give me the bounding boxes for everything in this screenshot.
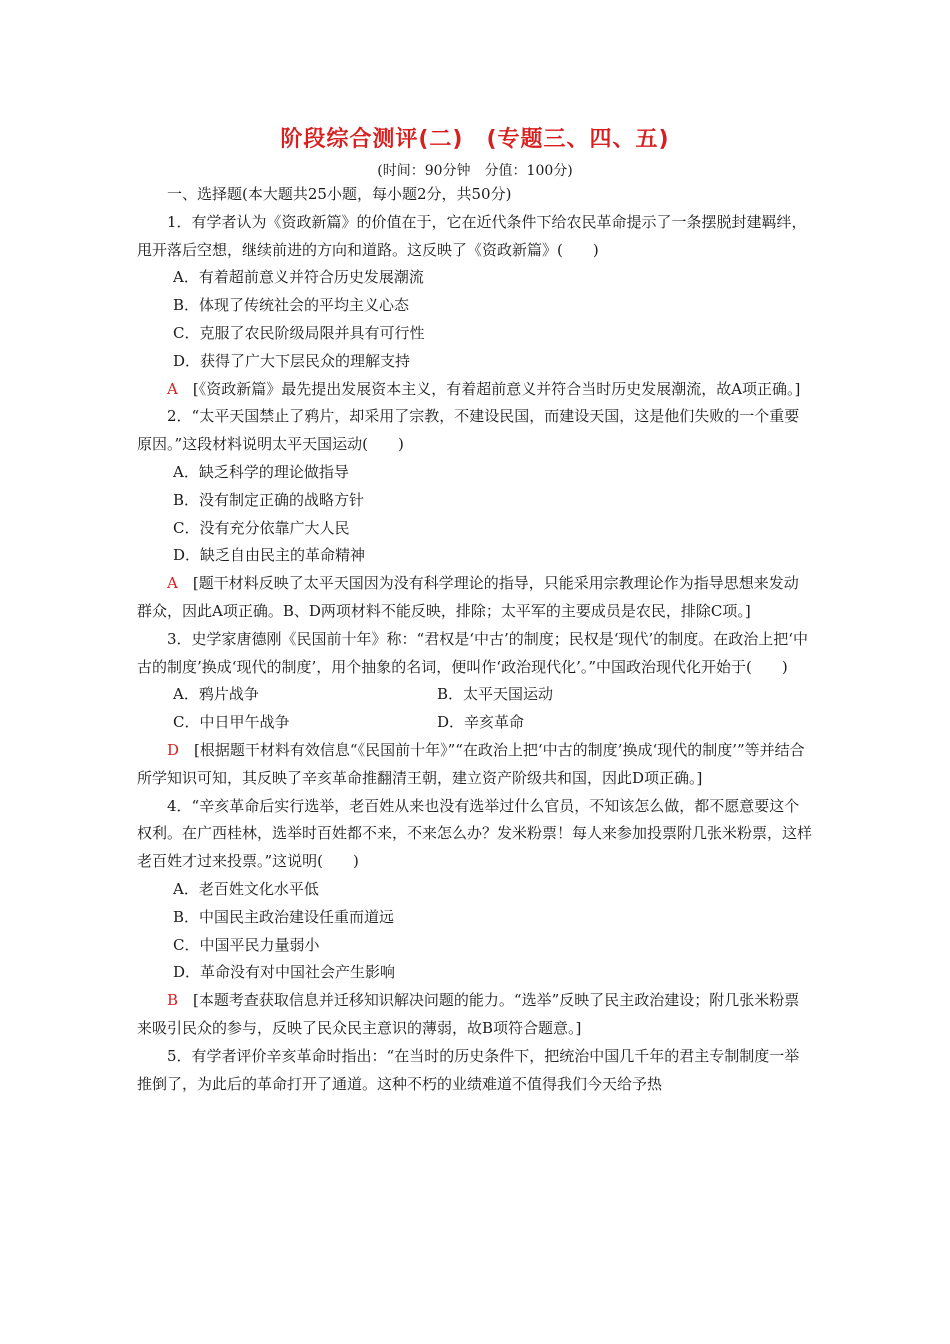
question-4-stem: 4．“辛亥革命后实行选举，老百姓从来也没有选举过什么官员，不知该怎么做，都不愿意要这个权利。在广西桂林，选举时百姓都不来，不来怎么办？发米粉票！每人来参加投票附几张米粉票，这样老百姓才过来投票。”这说明( ) xyxy=(137,796,813,871)
question-2-answer-block xyxy=(137,570,813,626)
document-body xyxy=(137,181,813,1098)
question-4-option-c: C．中国平民力量弱小 xyxy=(173,935,320,954)
question-1-answer: A xyxy=(167,379,178,398)
question-2-explanation: [题干材料反映了太平天国因为没有科学理论的指导，只能采用宗教理论作为指导思想来发动群众，因此A项正确。B、D两项材料不能反映，排除；太平军的主要成员是农民，排除C项。] xyxy=(137,574,799,620)
question-1-explanation: [《资政新篇》最先提出发展资本主义，有着超前意义并符合当时历史发展潮流，故A项正确。] xyxy=(192,379,801,398)
question-3-option-c: C．中日甲午战争 xyxy=(173,713,290,732)
question-4-option-a: A．老百姓文化水平低 xyxy=(173,879,319,898)
question-2-answer: A xyxy=(167,574,178,593)
question-3-answer-block xyxy=(137,737,813,793)
question-5-stem: 5．有学者评价辛亥革命时指出：“在当时的历史条件下，把统治中国几千年的君主专制制度一举推倒了，为此后的革命打开了通道。这种不朽的业绩难道不值得我们今天给予热 xyxy=(137,1046,800,1093)
question-1-answer-block xyxy=(137,376,813,404)
question-1-option-d: D．获得了广大下层民众的理解支持 xyxy=(173,351,411,370)
question-1-option-a: A．有着超前意义并符合历史发展潮流 xyxy=(173,268,424,287)
question-2-stem: 2．“太平天国禁止了鸦片，却采用了宗教，不建设民国，而建设天国，这是他们失败的一个重要原因。”这段材料说明太平天国运动( ) xyxy=(137,407,800,454)
question-3-options-row-1 xyxy=(137,681,813,709)
question-2-option-d: D．缺乏自由民主的革命精神 xyxy=(173,546,366,565)
question-2-option-a: A．缺乏科学的理论做指导 xyxy=(173,462,349,481)
question-3-option-d: D．辛亥革命 xyxy=(437,713,525,732)
question-4-answer-block xyxy=(137,987,813,1043)
exam-info: (时间：90分钟 分值：100分) xyxy=(377,163,573,179)
question-3-option-a: A．鸦片战争 xyxy=(173,685,259,704)
question-2-option-c: C．没有充分依靠广大人民 xyxy=(173,518,350,537)
question-1-stem: 1．有学者认为《资政新篇》的价值在于，它在近代条件下给农民革命提示了一条摆脱封建羁绊，甩开落后空想，继续前进的方向和道路。这反映了《资政新篇》( ) xyxy=(137,212,807,259)
question-2-option-b: B．没有制定正确的战略方针 xyxy=(173,490,365,509)
question-3-answer: D xyxy=(167,740,180,759)
question-1-option-c: C．克服了农民阶级局限并具有可行性 xyxy=(173,323,425,342)
question-3-option-b: B．太平天国运动 xyxy=(437,685,554,704)
question-3-options-row-2 xyxy=(137,709,813,737)
page-title: 阶段综合测评(二) (专题三、四、五) xyxy=(280,127,670,152)
question-3-stem: 3．史学家唐德刚《民国前十年》称：“君权是‘中古’的制度；民权是‘现代’的制度。在政治上把‘中古的制度’换成‘现代的制度’，用个抽象的名词，便叫作‘政治现代化’。”中国政治现代化开始于( ) xyxy=(137,629,809,676)
question-4-explanation: [本题考查获取信息并迁移知识解决问题的能力。“选举”反映了民主政治建设；附几张米粉票来吸引民众的参与，反映了民众民主意识的薄弱，故B项符合题意。] xyxy=(137,991,800,1037)
section-heading: 一、选择题(本大题共25小题，每小题2分，共50分) xyxy=(167,185,512,203)
question-3-explanation: [根据题干材料有效信息“《民国前十年》”“在政治上把‘中古的制度’换成‘现代的制度’”等并结合所学知识可知，其反映了辛亥革命推翻清王朝，建立资产阶级共和国，因此D项正确。] xyxy=(137,740,805,787)
question-4-answer: B xyxy=(167,991,179,1010)
question-1-option-b: B．体现了传统社会的平均主义心态 xyxy=(173,296,410,315)
question-4-option-d: D．革命没有对中国社会产生影响 xyxy=(173,963,396,982)
question-4-option-b: B．中国民主政治建设任重而道远 xyxy=(173,907,395,926)
